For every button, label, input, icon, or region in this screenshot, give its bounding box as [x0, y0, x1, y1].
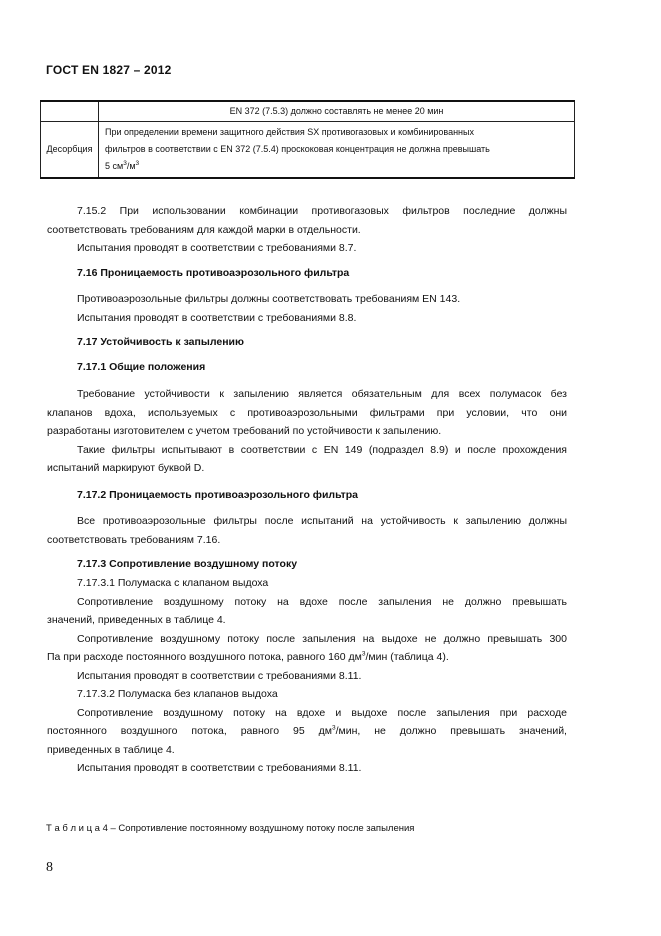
text-run: 5 см: [105, 161, 124, 171]
table-caption: Т а б л и ц а 4 – Сопротивление постоянному воздушному потоку после запыления: [46, 823, 415, 834]
table-cell: EN 372 (7.5.3) должно составлять не менее 20 мин: [99, 101, 575, 122]
text-run: постоянного воздушного потока, равного 95 дм: [47, 725, 332, 737]
text-line: значений, приведенных в таблице 4.: [47, 614, 226, 626]
paragraph-7-17-1: [47, 385, 567, 478]
table-row: [41, 101, 575, 122]
text-line: соответствовать требованиям 7.16.: [47, 533, 221, 546]
text-line: клапанов вдоха, используемых с противоаэрозольными фильтрами при условии, что они: [47, 406, 567, 419]
superscript: 3: [331, 724, 336, 732]
subsection-7-17-3-1: 7.17.3.1 Полумаска с клапаном выдоха: [77, 577, 269, 589]
text-run: /мин, не должно превышать значений,: [335, 725, 567, 737]
text-line: Все противоаэрозольные фильтры после испытаний на устойчивость к запылению должны: [77, 515, 567, 527]
table-cell: Десорбция: [41, 122, 99, 179]
text-line: 7.15.2 При использовании комбинации противогазовых фильтров последние должны: [77, 205, 567, 217]
requirements-table: [40, 100, 575, 179]
section-heading-7-16: 7.16 Проницаемость противоаэрозольного фильтра: [77, 267, 350, 279]
text-line: Испытания проводят в соответствии с требованиями 8.7.: [77, 242, 357, 254]
paragraph-7-17-2: [47, 512, 567, 549]
subsection-7-17-3-2: 7.17.3.2 Полумаска без клапанов выдоха: [77, 688, 278, 700]
page-number: 8: [46, 860, 53, 875]
text-line: Испытания проводят в соответствии с требованиями 8.8.: [77, 311, 357, 324]
text-line: Испытания проводят в соответствии с требованиями 8.11.: [77, 762, 362, 774]
section-heading-7-17-3: 7.17.3 Сопротивление воздушному потоку: [77, 558, 298, 570]
superscript: 3: [135, 160, 140, 167]
text-line: Испытания проводят в соответствии с требованиями 8.11.: [77, 669, 362, 682]
text-run: /м: [126, 161, 136, 171]
superscript: 3: [123, 160, 127, 167]
text-run: /мин (таблица 4).: [365, 651, 449, 663]
section-heading-7-17: 7.17 Устойчивость к запылению: [77, 336, 244, 348]
text-line: [47, 648, 567, 667]
text-line: Такие фильтры испытывают в соответствии с EN 149 (подраздел 8.9) и после прохождения: [77, 443, 567, 456]
text-line: Сопротивление воздушному потоку на вдохе и выдохе после запыления при расходе: [77, 706, 567, 719]
text-line: испытаний маркируют буквой D.: [47, 462, 205, 474]
cell-line: [105, 158, 568, 175]
text-line: соответствовать требованиям для каждой марки в отдельности.: [47, 223, 361, 236]
superscript: 3: [361, 650, 366, 658]
text-line: Противоаэрозольные фильтры должны соответствовать требованиям EN 143.: [77, 293, 461, 305]
text-line: Требование устойчивости к запылению является обязательным для всех полумасок без: [77, 388, 567, 400]
section-heading-7-17-2: 7.17.2 Проницаемость противоаэрозольного фильтра: [77, 489, 359, 501]
cell-line: фильтров в соответствии с EN 372 (7.5.4) проскоковая концентрация не должна превышать: [105, 144, 490, 154]
table-cell: [99, 122, 575, 179]
paragraph-7-15-2: [47, 202, 567, 258]
text-run: Па при расходе постоянного воздушного потока, равного 160 дм: [47, 651, 362, 663]
text-line: разработаны изготовителем с учетом требований по устойчивости к запылению.: [47, 425, 442, 437]
table-row: [41, 122, 575, 179]
paragraph-7-16: [47, 290, 567, 327]
cell-line: При определении времени защитного действия SX противогазовых и комбинированных: [105, 127, 474, 137]
document-header: ГОСТ EN 1827 – 2012: [46, 63, 172, 77]
paragraph-7-17-3: [47, 574, 567, 778]
text-line: Сопротивление воздушному потоку после запыления на выдохе не должно превышать 300: [77, 632, 567, 645]
text-line: приведенных в таблице 4.: [47, 743, 175, 756]
text-line: Сопротивление воздушному потоку на вдохе после запыления не должно превышать: [77, 595, 567, 608]
section-heading-7-17-1: 7.17.1 Общие положения: [77, 361, 206, 373]
text-line: [47, 722, 567, 741]
table-cell: [41, 101, 99, 122]
